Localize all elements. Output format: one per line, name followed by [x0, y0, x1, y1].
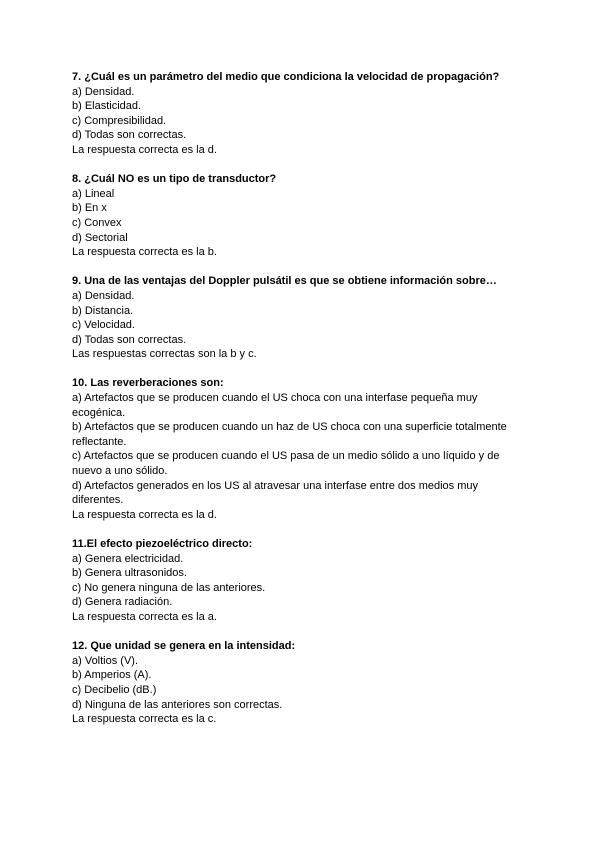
question-title: 12. Que unidad se genera en la intensidad:	[72, 640, 296, 653]
option-c: c) No genera ninguna de las anteriores.	[72, 581, 266, 594]
question-title: 9. Una de las ventajas del Doppler pulsátil es que se obtiene información sobre…	[72, 275, 497, 288]
option-a: a) Densidad.	[72, 85, 135, 98]
option-a: a) Densidad.	[72, 289, 135, 302]
answer-text: La respuesta correcta es la d.	[72, 143, 217, 156]
answer-text: Las respuestas correctas son la b y c.	[72, 348, 257, 361]
question-10	[72, 376, 528, 522]
option-d: d) Todas son correctas.	[72, 129, 187, 142]
question-8	[72, 172, 528, 260]
option-d: d) Todas son correctas.	[72, 333, 187, 346]
option-c: c) Compresibilidad.	[72, 114, 167, 127]
answer-text: La respuesta correcta es la a.	[72, 610, 217, 623]
question-title: 11.El efecto piezoeléctrico directo:	[72, 538, 253, 550]
answer-text: La respuesta correcta es la d.	[72, 508, 217, 521]
option-d: d) Sectorial	[72, 231, 128, 244]
document-page	[72, 70, 528, 741]
option-b: b) En x	[72, 202, 107, 215]
option-c: c) Decibelio (dB.)	[72, 683, 157, 696]
option-b: b) Distancia.	[72, 304, 134, 317]
answer-text: La respuesta correcta es la b.	[72, 246, 217, 259]
question-title: 10. Las reverberaciones son:	[72, 377, 224, 390]
option-d: d) Ninguna de las anteriores son correctas.	[72, 698, 283, 711]
option-b: b) Artefactos que se producen cuando un haz de US choca con una superficie totalmente reflectante.	[72, 421, 507, 448]
question-9	[72, 274, 528, 362]
option-b: b) Amperios (A).	[72, 669, 152, 682]
option-c: c) Velocidad.	[72, 319, 135, 332]
option-d: d) Genera radiación.	[72, 596, 173, 609]
question-12	[72, 639, 528, 727]
option-a: a) Genera electricidad.	[72, 552, 184, 565]
option-a: a) Lineal	[72, 187, 115, 200]
option-b: b) Genera ultrasonidos.	[72, 567, 187, 580]
question-title: 8. ¿Cuál NO es un tipo de transductor?	[72, 173, 277, 186]
option-d: d) Artefactos generados en los US al atravesar una interfase entre dos medios muy diferentes.	[72, 479, 478, 507]
answer-text: La respuesta correcta es la c.	[72, 713, 217, 726]
option-a: a) Artefactos que se producen cuando el US choca con una interfase pequeña muy ecogénica.	[72, 392, 478, 419]
question-11	[72, 537, 528, 625]
option-c: c) Artefactos que se producen cuando el US pasa de un medio sólido a uno líquido y de nuevo a uno sólido.	[72, 450, 500, 478]
option-c: c) Convex	[72, 216, 122, 229]
question-title: 7. ¿Cuál es un parámetro del medio que condiciona la velocidad de propagación?	[72, 71, 500, 83]
option-a: a) Voltios (V).	[72, 654, 139, 667]
option-b: b) Elasticidad.	[72, 100, 142, 113]
question-7	[72, 70, 528, 158]
